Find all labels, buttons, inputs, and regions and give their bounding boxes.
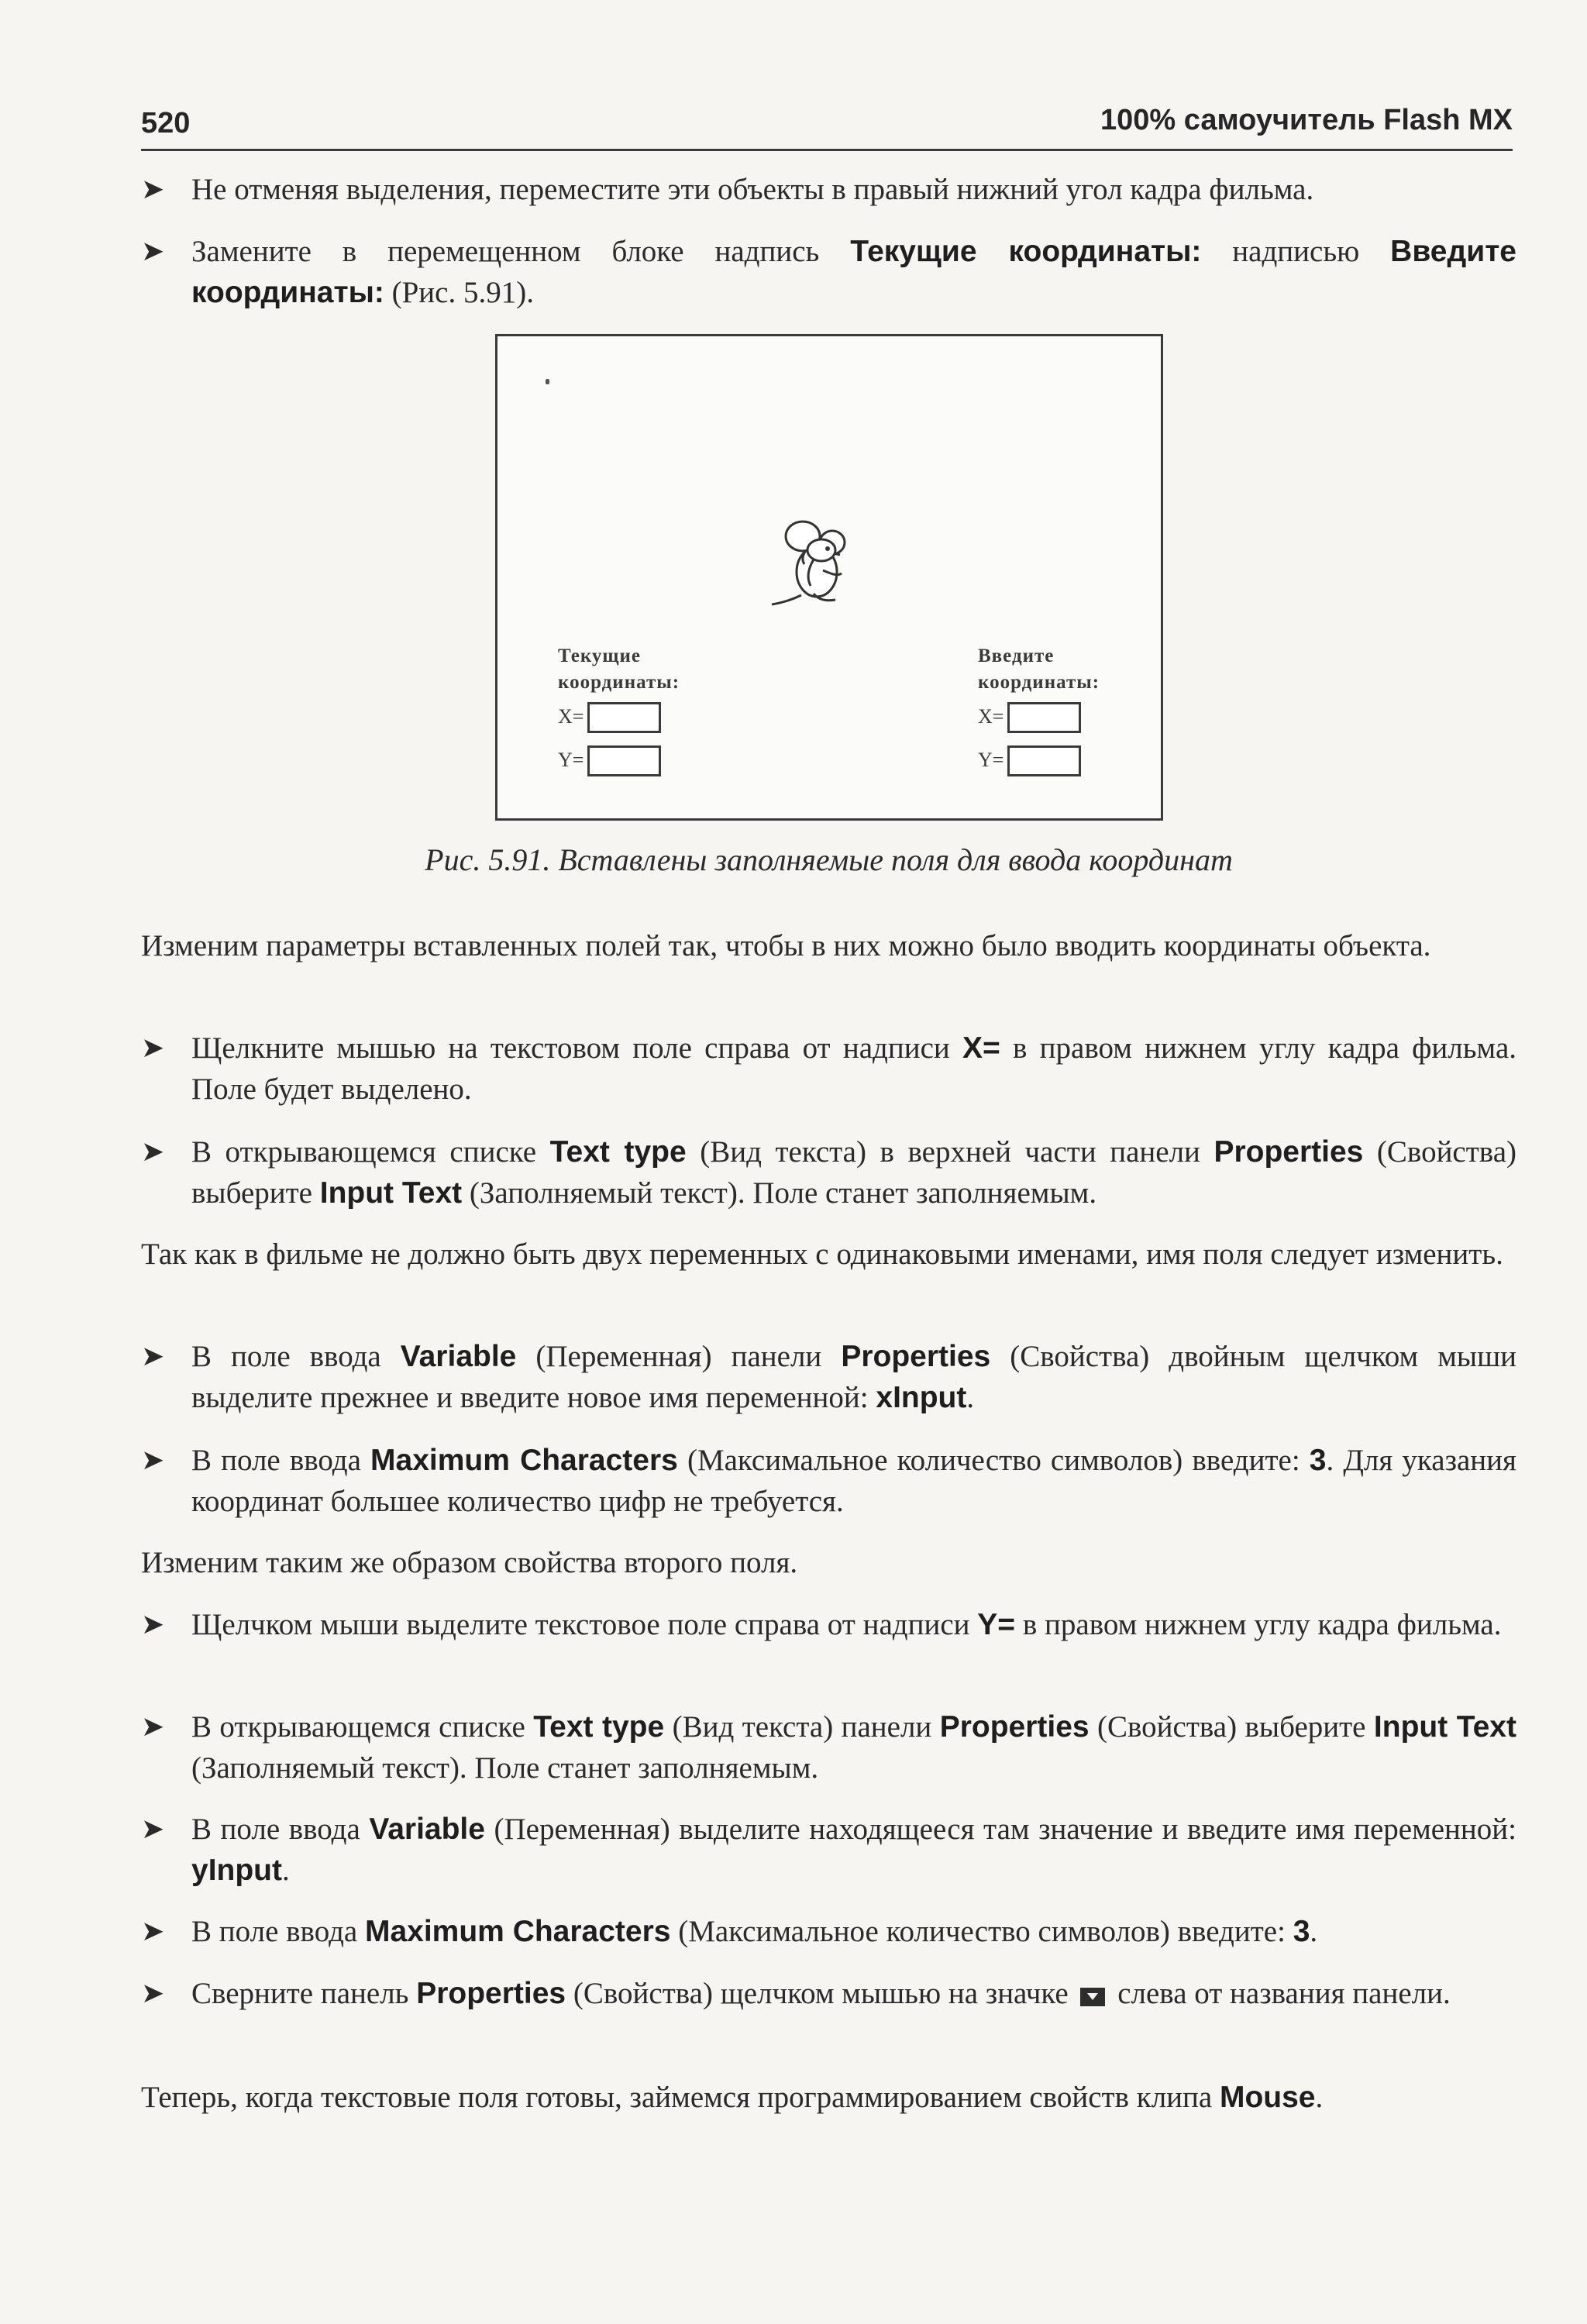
bold-term: Properties: [939, 1710, 1090, 1744]
bullet-text: надписью: [1201, 235, 1391, 268]
bold-term: Maximum Characters: [364, 1915, 671, 1948]
list-item: [141, 169, 1516, 210]
bold-term: Input Text: [319, 1176, 463, 1210]
bold-term: Text type: [549, 1135, 687, 1169]
bullet-text: .: [281, 1854, 290, 1887]
paragraph: [141, 2077, 1516, 2118]
bold-term: Properties: [416, 1977, 566, 2010]
bold-term: xInput: [876, 1381, 967, 1414]
bullet-arrow-icon: ➤: [141, 174, 165, 205]
mouse-clip-icon: [770, 519, 855, 612]
label-line: Введите: [978, 646, 1055, 666]
bullet-text: (Заполняемый текст). Поле станет заполняемым.: [462, 1176, 1097, 1210]
running-head: 100% самоучитель Flash MX: [1100, 104, 1513, 136]
list-item: [141, 231, 1516, 313]
bold-term: 3: [1309, 1444, 1327, 1477]
bold-term: Variable: [369, 1813, 485, 1846]
list-item: [141, 1706, 1516, 1789]
bold-term: X=: [962, 1031, 1000, 1065]
bold-term: 3: [1293, 1915, 1310, 1948]
list-item: [141, 1973, 1516, 2014]
y-field-label: Y=: [558, 749, 584, 771]
list-item: [141, 1809, 1516, 1891]
bullet-text: Щелчком мыши выделите текстовое поле справа от надписи: [191, 1608, 978, 1641]
bullet-text: .: [966, 1381, 975, 1414]
list-item: [141, 1131, 1516, 1214]
bullet-arrow-icon: ➤: [141, 1813, 165, 1845]
bold-term: Mouse: [1219, 2081, 1316, 2114]
list-item: [141, 1604, 1516, 1645]
collapse-panel-icon: [1080, 1988, 1105, 2006]
bullet-text: (Заполняемый текст). Поле станет заполняемым.: [191, 1751, 819, 1785]
bullet-arrow-icon: ➤: [141, 1032, 165, 1064]
bullet-text: (Переменная) выделите находящееся там значение и введите имя переменной:: [484, 1813, 1517, 1846]
label-line: координаты:: [558, 672, 680, 693]
stage-dot: [546, 379, 549, 384]
label-line: координаты:: [978, 672, 1100, 693]
bullet-text: . Для указания координат большее количество цифр не требуется.: [191, 1444, 1516, 1518]
page-number: 520: [141, 107, 191, 139]
bullet-text: В поле ввода: [191, 1813, 370, 1846]
bullet-text: (Переменная) панели: [516, 1340, 842, 1373]
figure-5-91: [495, 334, 1163, 821]
bold-term: yInput: [191, 1854, 282, 1887]
bullet-text: (Вид текста) в верхней части панели: [686, 1135, 1214, 1169]
paragraph-text: .: [1315, 2081, 1324, 2114]
label-line: Текущие: [558, 646, 641, 666]
bullet-text: В поле ввода: [191, 1340, 401, 1373]
list-item: [141, 1028, 1516, 1110]
list-item: [141, 1336, 1516, 1418]
bullet-arrow-icon: ➤: [141, 1609, 165, 1641]
bullet-text: Щелкните мышью на текстовом поле справа от надписи: [191, 1031, 962, 1065]
bold-term: Variable: [400, 1340, 517, 1373]
paragraph: Так как в фильме не должно быть двух переменных с одинаковыми именами, имя поля следует изменить.: [141, 1238, 1503, 1271]
x-input-box[interactable]: [587, 702, 661, 733]
bold-term: Y=: [977, 1608, 1016, 1641]
bold-term: Properties: [841, 1340, 991, 1373]
bullet-text: Сверните панель: [191, 1977, 417, 2010]
bullet-arrow-icon: ➤: [141, 1136, 165, 1168]
figure-left-label: [558, 643, 680, 696]
paragraph-text: Теперь, когда текстовые поля готовы, займемся программированием свойств клипа: [141, 2081, 1220, 2114]
bold-term: Properties: [1213, 1135, 1364, 1169]
bullet-text: В открывающемся списке: [191, 1135, 550, 1169]
y-input-box[interactable]: [587, 745, 661, 776]
bullet-text: в правом нижнем углу кадра фильма. Поле будет выделено.: [191, 1031, 1516, 1106]
bullet-arrow-icon: ➤: [141, 1444, 165, 1476]
bold-term: Текущие координаты:: [850, 235, 1202, 268]
bullet-text: В открывающемся списке: [191, 1710, 534, 1744]
bullet-text: (Рис. 5.91).: [384, 276, 534, 309]
bullet-text: (Свойства) щелчком мышью на значке: [566, 1977, 1076, 2010]
bullet-text: Не отменяя выделения, переместите эти объекты в правый нижний угол кадра фильма.: [191, 173, 1314, 206]
x-field-label: X=: [978, 705, 1004, 728]
bullet-text: слева от названия панели.: [1110, 1977, 1451, 2010]
page-header: [141, 102, 1513, 151]
x-field-label: X=: [558, 705, 584, 728]
bullet-text: (Свойства) выберите: [1089, 1710, 1374, 1744]
list-item: [141, 1911, 1516, 1952]
bold-term: Введите координаты:: [191, 235, 1516, 309]
bullet-text: .: [1310, 1915, 1318, 1948]
bullet-text: (Максимальное количество символов) введите:: [677, 1444, 1310, 1477]
y-input-box[interactable]: [1007, 745, 1081, 776]
bullet-text: (Свойства) выберите: [191, 1135, 1516, 1210]
bullet-arrow-icon: ➤: [141, 1711, 165, 1743]
x-input-box[interactable]: [1007, 702, 1081, 733]
bold-term: Input Text: [1373, 1710, 1516, 1744]
figure-right-label: [978, 643, 1100, 696]
y-field-label: Y=: [978, 749, 1004, 771]
bullet-arrow-icon: ➤: [141, 1978, 165, 2009]
paragraph: Изменим параметры вставленных полей так, чтобы в них можно было вводить координаты объекта.: [141, 929, 1431, 962]
bullet-text: (Максимальное количество символов) введите:: [670, 1915, 1293, 1948]
bullet-arrow-icon: ➤: [141, 236, 165, 267]
list-item: [141, 1440, 1516, 1522]
bullet-text: в правом нижнем углу кадра фильма.: [1015, 1608, 1502, 1641]
bullet-text: В поле ввода: [191, 1915, 365, 1948]
bullet-text: В поле ввода: [191, 1444, 371, 1477]
bullet-arrow-icon: ➤: [141, 1341, 165, 1372]
bold-term: Maximum Characters: [370, 1444, 678, 1477]
bullet-text: (Вид текста) панели: [664, 1710, 940, 1744]
bullet-text: Замените в перемещенном блоке надпись: [191, 235, 851, 268]
bullet-arrow-icon: ➤: [141, 1916, 165, 1947]
bullet-text: (Свойства) двойным щелчком мыши выделите прежнее и введите новое имя переменной:: [191, 1340, 1517, 1414]
paragraph: Изменим таким же образом свойства второго поля.: [141, 1546, 798, 1579]
figure-caption: Рис. 5.91. Вставлены заполняемые поля для ввода координат: [425, 842, 1233, 877]
bold-term: Text type: [533, 1710, 665, 1744]
